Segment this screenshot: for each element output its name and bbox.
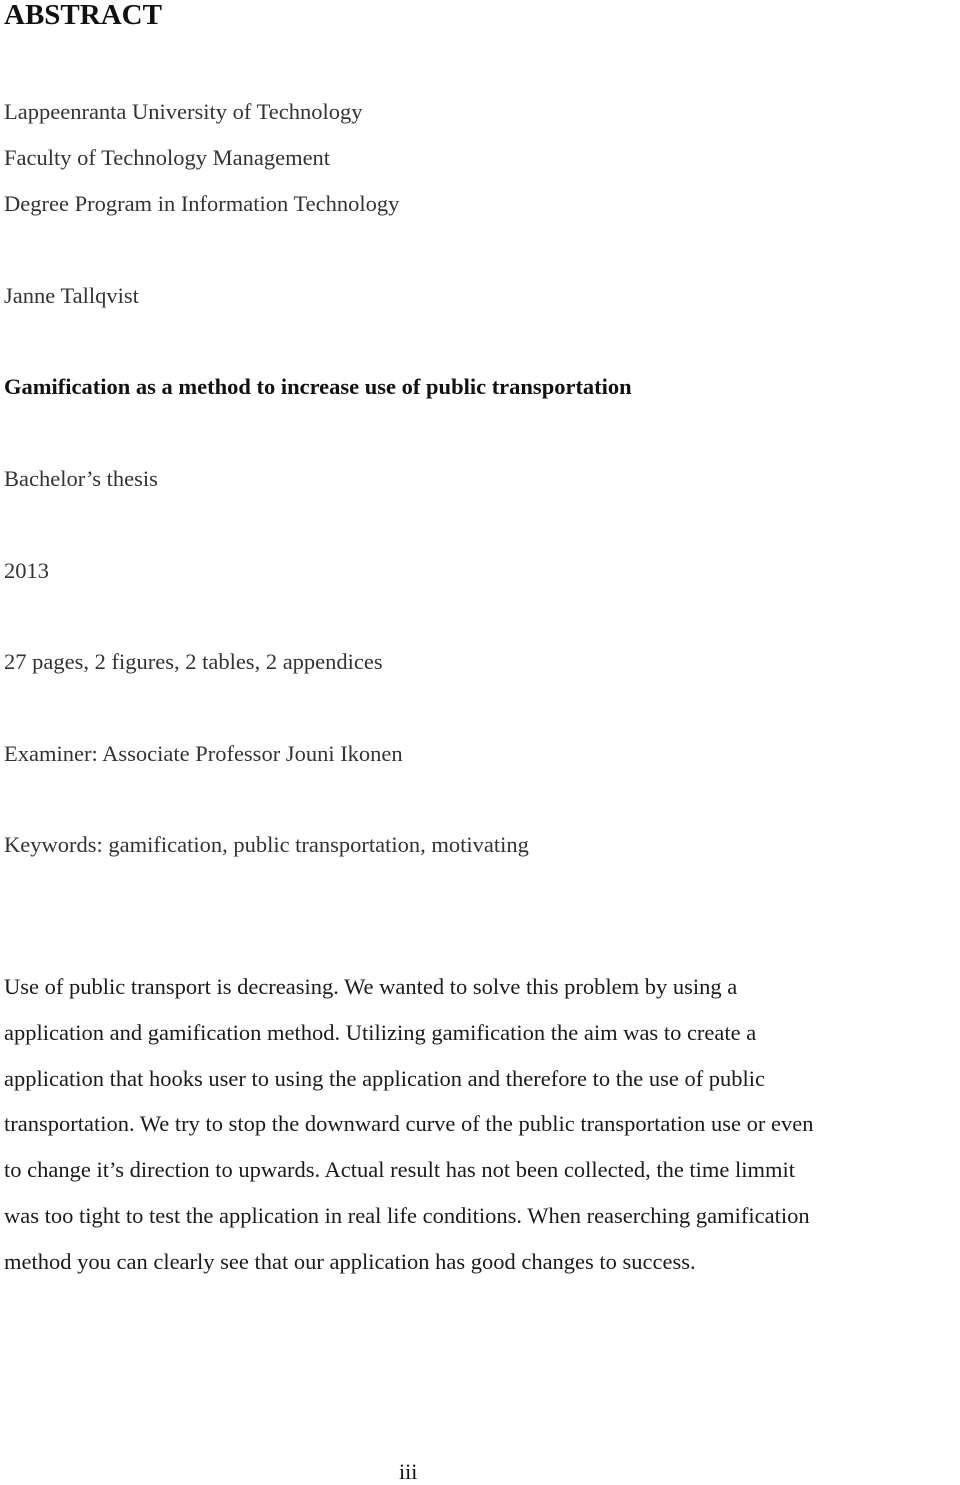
abstract-line: application and gamification method. Utilizing gamification the aim was to create a	[4, 1019, 757, 1045]
abstract-line: transportation. We try to stop the downward curve of the public transportation use or even	[4, 1111, 814, 1137]
faculty-line: Faculty of Technology Management	[4, 145, 331, 170]
abstract-line: was too tight to test the application in real life conditions. When reaserching gamification	[4, 1202, 810, 1228]
year-line: 2013	[4, 558, 49, 583]
abstract-line: method you can clearly see that our application has good changes to success.	[4, 1248, 696, 1274]
abstract-line: Use of public transport is decreasing. We wanted to solve this problem by using a	[4, 974, 738, 999]
program-line: Degree Program in Information Technology	[4, 191, 400, 216]
abstract-paragraph	[4, 964, 960, 1285]
author-line: Janne Tallqvist	[4, 283, 139, 308]
abstract-heading: ABSTRACT	[4, 0, 162, 31]
examiner-line: Examiner: Associate Professor Jouni Ikonen	[4, 741, 403, 766]
thesis-type-line: Bachelor’s thesis	[4, 466, 158, 491]
extent-line: 27 pages, 2 figures, 2 tables, 2 appendices	[4, 649, 383, 674]
university-line: Lappeenranta University of Technology	[4, 99, 363, 124]
abstract-line: application that hooks user to using the application and therefore to the use of public	[4, 1065, 766, 1091]
abstract-line: to change it’s direction to upwards. Actual result has not been collected, the time limmit	[4, 1157, 796, 1183]
page-number: iii	[399, 1459, 418, 1484]
keywords-line: Keywords: gamification, public transportation, motivating	[4, 832, 529, 857]
thesis-title: Gamification as a method to increase use of public transportation	[4, 374, 632, 399]
